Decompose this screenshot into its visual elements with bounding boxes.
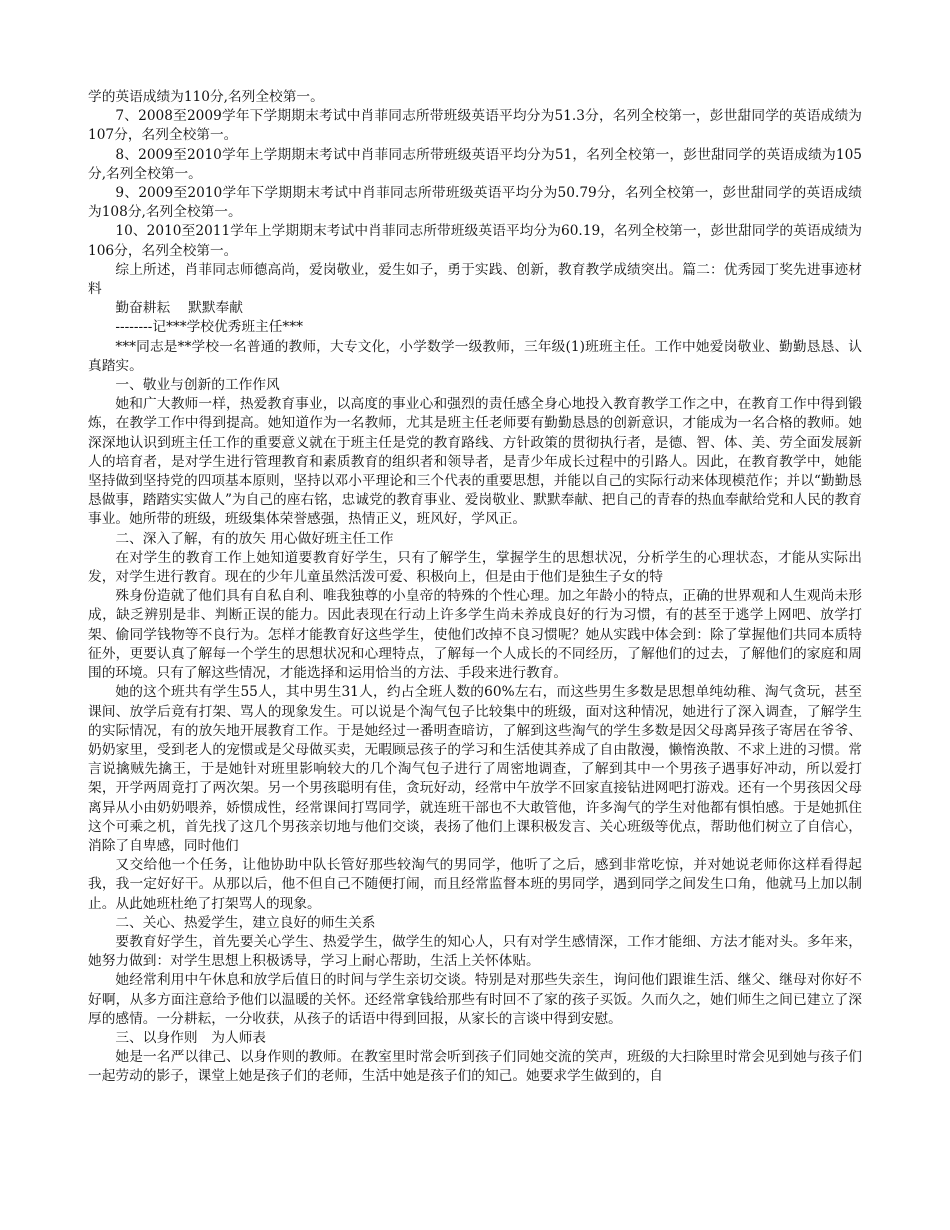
article-subtitle: --------记***学校优秀班主任*** — [115, 319, 303, 336]
paragraph: 7、2008至2009学年下学期期末考试中肖菲同志所带班级英语平均分为51.3分，名列全校第一，彭世甜同学的英语成绩为107分，名列全校第一。 — [88, 108, 862, 144]
paragraph: 8、2009至2010学年上学期期末考试中肖菲同志所带班级英语平均分为51，名列全校第一，彭世甜同学的英语成绩为105分,名列全校第一。 — [88, 146, 862, 182]
paragraph: 综上所述，肖菲同志师德高尚，爱岗敬业，爱生如子，勇于实践、创新，教育教学成绩突出。篇二：优秀园丁奖先进事迹材料 — [88, 261, 862, 298]
paragraph: 她和广大教师一样，热爱教育事业，以高度的事业心和强烈的责任感全身心地投入教育教学工作之中，在教育工作中得到锻炼，在教学工作中得到提高。她知道作为一名教师，尤其是班主任老师要有勤勤恳恳的创新意识，才能成为一名合格的教师。她深深地认识到班主任工作的重要意义就在于班主任是党的教育路线、方针政策的贯彻执行者，是德、智、体、美、劳全面发展新人的培育者，是对学生进行管理教育和素质教育的组织者和领导者，是青少年成长过程中的引路人。因此，在教育教学中，她能坚持做到坚持党的四项基本原则，坚持以邓小平理论和三个代表的重要思想，并能以自己的实际行动来体现模范作；并以“勤勤恳恳做事，踏踏实实做人”为自己的座右铭，忠诚党的教育事业、爱岗敬业、默默奉献、把自己的青春的热血奉献给党和人民的教育事业。她所带的班级，班级集体荣誉感强，热情正义，班风好，学风正。 — [88, 396, 862, 528]
section-heading: 三、以身作则 为人师表 — [115, 1029, 266, 1046]
paragraph: 又交给他一个任务，让他协助中队长管好那些较淘气的男同学，他听了之后，感到非常吃惊，并对她说老师你这样看得起我，我一定好好干。从那以后，他不但自己不随便打闹，而且经常监督本班的男同学，遇到同学之间发生口角，他就马上加以制止。从此她班杜绝了打架骂人的现象。 — [88, 857, 862, 912]
paragraph: 她是一名严以律己、以身作则的教师。在教室里时常会听到孩子们同她交流的笑声，班级的大扫除里时常会见到她与孩子们一起劳动的影子，课堂上她是孩子们的老师，生活中她是孩子们的知己。她要求学生做到的，自 — [88, 1049, 862, 1085]
paragraph: 学的英语成绩为110分,名列全校第一。 — [88, 89, 324, 105]
paragraph: ***同志是**学校一名普通的教师，大专文化，小学数学一级教师，三年级(1)班班主任。工作中她爱岗敬业、勤勤恳恳、认真踏实。 — [88, 338, 862, 374]
paragraph: 在对学生的教育工作上她知道要教育好学生，只有了解学生，掌握学生的思想状况，分析学生的心理状态，才能从实际出发，对学生进行教育。现在的少年儿童虽然活泼可爱、积极向上，但是由于他们是独生子女的特 — [88, 549, 862, 586]
paragraph: 要教育好学生，首先要关心学生、热爱学生，做学生的知心人，只有对学生感情深，工作才能细、方法才能对头。多年来，她努力做到：对学生思想上积极诱导，学习上耐心帮助，生活上关怀体贴。 — [88, 933, 862, 970]
paragraph: 殊身份造就了他们具有自私自利、唯我独尊的小皇帝的特殊的个性心理。加之年龄小的特点，正确的世界观和人生观尚未形成，缺乏辨别是非、判断正误的能力。因此表现在行动上许多学生尚未养成良好的行为习惯，有的甚至于逃学上网吧、放学打架、偷同学钱物等不良行为。怎样才能教育好这些学生，使他们改掉不良习惯呢？她从实践中体会到：除了掌握他们共同本质特征外，更要认真了解每一个学生的思想状况和心理特点，了解每一个人成长的不同经历，了解他们的过去，了解他们的家庭和周围的环境。只有了解这些情况，才能选择和运用恰当的方法、手段来进行教育。 — [88, 588, 862, 682]
paragraph: 她的这个班共有学生55人，其中男生31人，约占全班人数的60%左右，而这些男生多数是思想单纯幼稚、淘气贪玩，甚至课间、放学后竟有打架、骂人的现象发生。可以说是个淘气包子比较集中的班级，面对这种情况，她进行了深入调查，了解学生的实际情况，有的放矢地开展教育工作。于是她经过一番明查暗访，了解到这些淘气的学生多数是因父母离异孩子寄居在爷爷、奶奶家里，受到老人的宠惯或是父母做买卖，无暇顾忌孩子的学习和生活使其养成了自由散漫，懒惰涣散、不求上进的习惯。常言说擒贼先擒王，于是她针对班里影响较大的几个淘气包子进行了周密地调查，了解到其中一个男孩子遇事好冲动，所以爱打架，开学两周竟打了两次架。另一个男孩聪明有佳，贪玩好动，经常中午放学不回家直接钻进网吧打游戏。还有一个男孩因父母离异从小由奶奶喂养，娇惯成性，经常课间打骂同学，就连班干部也不大敢管他，许多淘气的学生对他都有惧怕感。于是她抓住这个可乘之机，首先找了这几个男孩亲切地与他们交谈，表扬了他们上课积极发言、关心班级等优点，帮助他们树立了自信心，消除了自卑感，同时他们 — [88, 684, 862, 854]
paragraph: 10、2010至2011学年上学期期末考试中肖菲同志所带班级英语平均分为60.19，名列全校第一，彭世甜同学的英语成绩为106分，名列全校第一。 — [88, 223, 862, 259]
section-heading: 一、敬业与创新的工作作风 — [115, 377, 280, 394]
section-heading: 二、关心、热爱学生，建立良好的师生关系 — [115, 914, 376, 931]
section-heading: 二、深入了解，有的放矢 用心做好班主任工作 — [115, 530, 394, 547]
article-title: 勤奋耕耘 默默奉献 — [115, 300, 243, 317]
paragraph: 她经常利用中午休息和放学后值日的时间与学生亲切交谈。特别是对那些失亲生，询问他们跟谁生活、继父、继母对你好不好啊，从多方面注意给予他们以温暖的关怀。还经常拿钱给那些有时回不了家的孩子买饭。久而久之，她们师生之间已建立了深厚的感情。一分耕耘，一分收获，从孩子的话语中得到回报，从家长的言谈中得到安慰。 — [88, 972, 862, 1027]
paragraph: 9、2009至2010学年下学期期末考试中肖菲同志所带班级英语平均分为50.79分，名列全校第一，彭世甜同学的英语成绩为108分,名列全校第一。 — [88, 185, 862, 221]
